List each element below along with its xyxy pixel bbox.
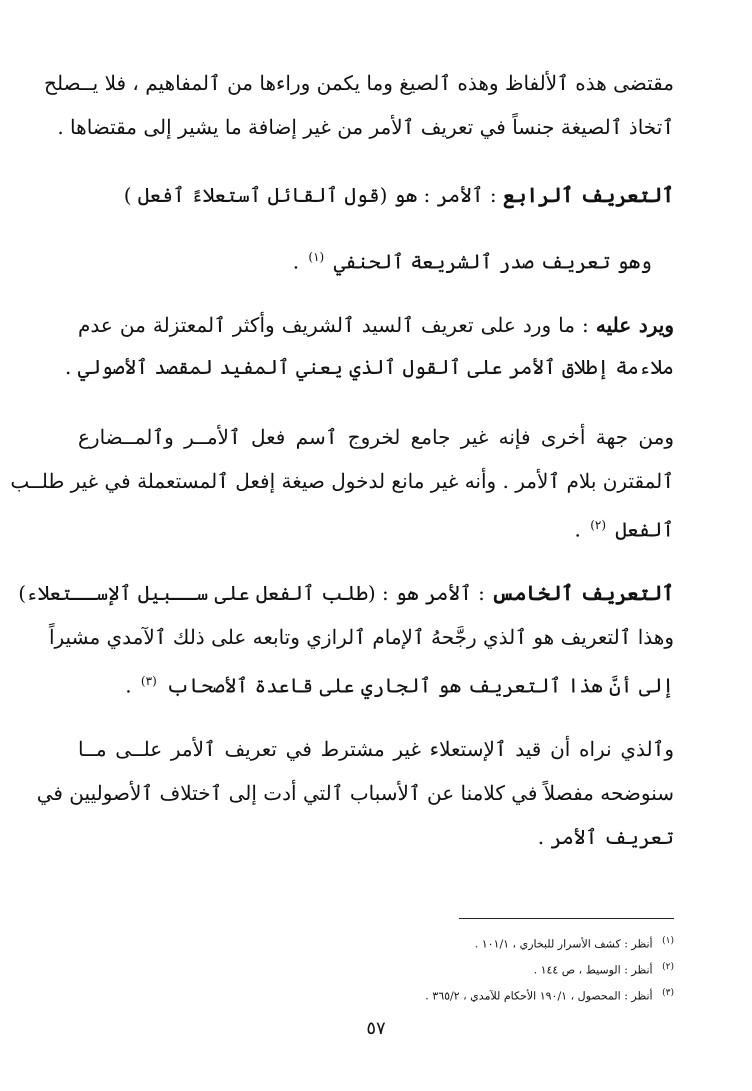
footnote-3 xyxy=(200,982,674,1008)
footnote-ref-2: (٢) xyxy=(590,518,607,532)
footnote-text: أنظر : كشف الأسرار للبخاري ، ١٠١/١ . xyxy=(474,937,653,951)
objection-line1 xyxy=(78,308,674,342)
objection-line1-text: : ما ورد على تعريف ٱلسيد ٱلشريف وأكثر ٱلمعتزلة من عدم xyxy=(78,313,589,337)
definition-four xyxy=(78,178,674,212)
paragraph1-line2-text: ٱتخاذ ٱلصيغة جنساً في تعريف ٱلأمر من غير إضافة ما يشير إلى مقتضاها . xyxy=(57,115,674,139)
definition-five-line1-text: : ٱلأمر هو : (طلب ٱلفعل على ســبيل ٱلإســتعلاء) xyxy=(18,581,485,605)
paragraph5-line3-text: تعريف ٱلأمر . xyxy=(537,825,674,849)
footnote-2 xyxy=(200,956,674,982)
objection-term: ويرد عليه xyxy=(595,313,675,337)
paragraph3-line1-text: ومن جهة أخرى فإنه غير جامع لخروج ٱسم فعل ٱلأمــر وٱلمــضارع xyxy=(78,425,674,449)
footnote-separator xyxy=(459,918,674,919)
sentence-end: . xyxy=(292,249,300,274)
paragraph1-line1 xyxy=(44,66,674,100)
paragraph5-line2-text: سنوضحه مفصلاً في كلامنا عن ٱلأسباب ٱلتي أدت إلى ٱختلاف ٱلأصوليين في xyxy=(36,781,674,805)
paragraph5-line1-text: وٱلذي نراه أن قيد ٱلإستعلاء غير مشترط في تعريف ٱلأمر علــى مــا xyxy=(78,737,674,761)
paragraph3-line1 xyxy=(78,420,674,454)
definition-four-source xyxy=(78,240,652,279)
definition-five-line2-text: وهذا ٱلتعريف هو ٱلذي رجَّحهُ ٱلإمام ٱلرازي وتابعه على ذلك ٱلآمدي مشيراً xyxy=(48,625,674,649)
definition-five-line2 xyxy=(48,620,674,654)
footnote-ref-1: (١) xyxy=(308,250,325,264)
paragraph3-line2-text: ٱلمقترن بلام ٱلأمر . وأنه غير مانع لدخول صيغة إفعل ٱلمستعملة في غير طلــب xyxy=(10,469,674,493)
definition-four-source-text: وهو تعريف صدر ٱلشريعة ٱلحنفي xyxy=(333,249,652,274)
footnote-text: أنظر : المحصول ، ١٩٠/١ الأحكام للآمدي ، ٣٦٥/٢ . xyxy=(425,989,653,1003)
objection-line2-text: ملاءمة إطلاق ٱلأمر على ٱلقول ٱلذي يعني ٱلمفيد لمقصد ٱلأصولي . xyxy=(65,355,674,379)
footnote-number: (٣) xyxy=(662,988,674,998)
sentence-end: . xyxy=(125,673,132,698)
paragraph1-line2 xyxy=(57,110,674,144)
sentence-end: . xyxy=(574,517,581,542)
definition-five-line3 xyxy=(78,664,674,703)
paragraph5-line1 xyxy=(78,732,674,766)
definition-five-term: ٱلتعريف ٱلخامس xyxy=(491,581,674,605)
footnote-text: أنظر : الوسيط ، ص ١٤٤ . xyxy=(533,963,653,977)
definition-four-text: : ٱلأمر : هو (قول ٱلقائل ٱستعلاءً ٱفعل ) xyxy=(123,183,497,207)
objection-line2 xyxy=(65,350,674,384)
definition-five-line3-text: إلى أنَّ هذا ٱلتعريف هو ٱلجاري على قاعدة ٱلأصحاب xyxy=(166,673,674,698)
footnote-1 xyxy=(200,930,674,956)
paragraph3-line2 xyxy=(10,464,674,498)
footnote-ref-3: (٣) xyxy=(140,674,157,688)
footnote-number: (١) xyxy=(662,936,674,946)
paragraph1-line1-text: مقتضى هذه ٱلألفاظ وهذه ٱلصيغ وما يكمن وراءها من ٱلمفاهيم ، فلا يــصلح xyxy=(44,71,674,95)
paragraph3-line3-text: ٱلفعل xyxy=(615,517,674,542)
paragraph5-line2 xyxy=(36,776,674,810)
paragraph3-line3 xyxy=(78,508,674,547)
page-number: ٥٧ xyxy=(366,1018,386,1039)
definition-four-term: ٱلتعريف ٱلرابع xyxy=(502,183,674,207)
definition-five-line1 xyxy=(18,576,674,610)
paragraph5-line3 xyxy=(78,820,674,854)
footnote-number: (٢) xyxy=(662,962,674,972)
